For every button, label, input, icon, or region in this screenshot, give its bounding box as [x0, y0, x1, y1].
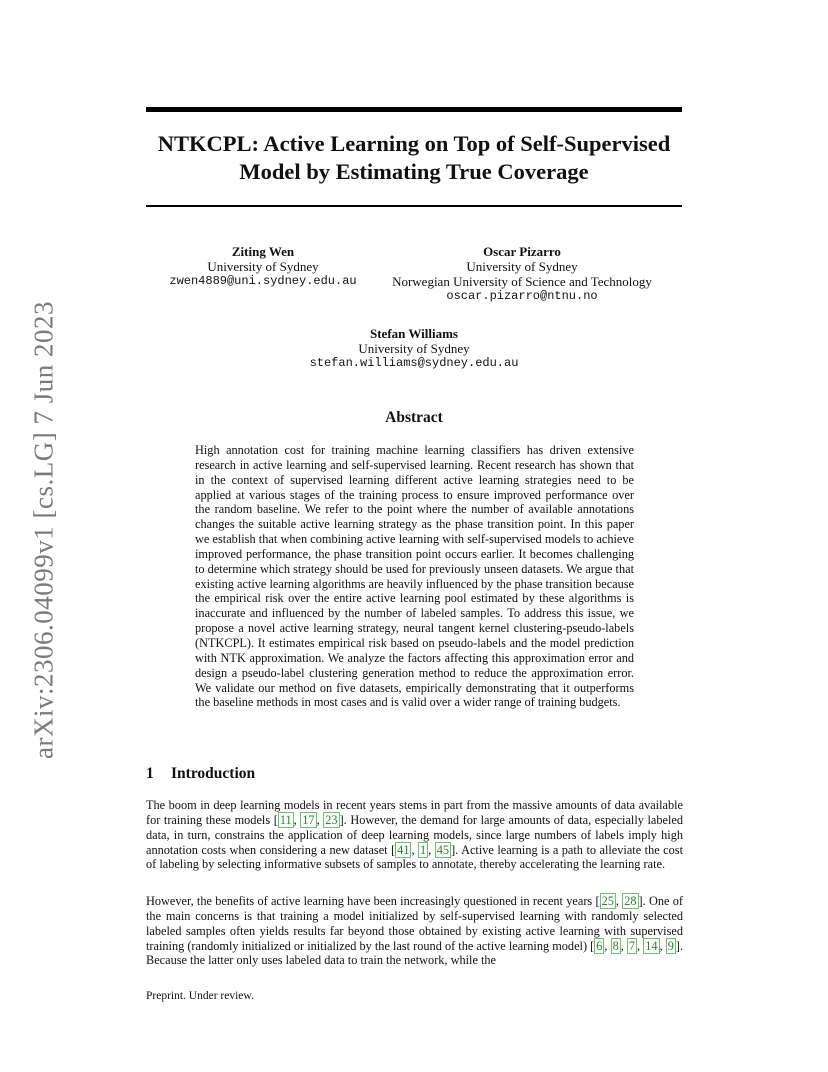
citation-link[interactable]: 14	[645, 938, 658, 953]
para-text: ]. Because the latter only uses labeled data to train the network, while the	[146, 938, 684, 968]
para-text: ]. One of the main concerns is that training a model initialized by self-supervised learning with randomly selected labeled samples often yields results far beyond those obtained by existing active learning with supervised training (randomly initialized or initialized by the last round of the active learning model) [	[146, 894, 683, 953]
arxiv-stamp: arXiv:2306.04099v1 [cs.LG] 7 Jun 2023	[28, 301, 59, 759]
title-top-rule	[146, 107, 682, 112]
title-line-2: Model by Estimating True Coverage	[239, 159, 589, 184]
author-affiliation-2: Norwegian University of Science and Technology	[392, 274, 652, 289]
para-text: ]. However, the demand for large amounts of data, especially labeled data, in turn, constrains the application of deep learning models, since large numbers of labels imply high annotation costs when considering a new dataset [	[146, 812, 683, 857]
abstract-heading: Abstract	[385, 409, 443, 426]
citation-link[interactable]: 9	[667, 938, 674, 953]
intro-paragraph-1: The boom in deep learning models in recent years stems in part from the massive amounts of data available for training these models [ 11 , 17 , 23 ]. However, the demand for large amounts of data, especially labeled data, in turn, constrains the application of deep learning models, since large numbers of labels imply high annotation costs when considering a new dataset [ 41 , 1 , 45 ]. Active learning is a path to alleviate the cost of labeling by selecting informative subsets of samples to annotate, thereby accelerating the learning rate.	[146, 798, 683, 872]
citation-link[interactable]: 28	[624, 894, 637, 908]
citation-link[interactable]: 23	[325, 812, 338, 827]
citation-link[interactable]: 6	[596, 938, 603, 953]
title-line-1: NTKCPL: Active Learning on Top of Self-Supervised	[157, 131, 671, 156]
section-heading	[146, 764, 255, 784]
para-text: However, the benefits of active learning have been increasingly questioned in recent years [	[146, 894, 600, 908]
citation-link[interactable]: 8	[612, 938, 619, 953]
author-block-3	[264, 326, 564, 371]
citation-link[interactable]: 45	[436, 842, 450, 857]
author-email: oscar.pizarro@ntnu.no	[446, 289, 598, 303]
author-affiliation: University of Sydney	[207, 259, 319, 274]
footer-note: Preprint. Under review.	[146, 990, 254, 1002]
author-name: Oscar Pizarro	[483, 244, 561, 259]
author-affiliation: University of Sydney	[466, 259, 578, 274]
title-bottom-rule	[146, 205, 682, 207]
citation-link[interactable]: 17	[302, 812, 315, 827]
citation-link[interactable]: 7	[628, 938, 636, 953]
author-name: Ziting Wen	[231, 244, 295, 259]
section-number: 1	[146, 765, 154, 782]
citation-link[interactable]: 11	[279, 812, 292, 827]
citation-link[interactable]: 1	[420, 842, 427, 857]
author-email: stefan.williams@sydney.edu.au	[309, 356, 519, 370]
abstract-text: High annotation cost for training machine learning classifiers has driven extensive research in active learning and self-supervised learning. Recent research has shown that in the context of supervised learning different active learning strategies need to be applied at various stages of the training process to ensure improved performance over the random baseline. We refer to the point where the number of available annotations changes the suitable active learning strategy as the phase transition point. In this paper we establish that when combining active learning with self-supervised models to achieve improved performance, the phase transition point occurs earlier. It becomes challenging to determine which strategy should be used for previously unseen datasets. We argue that existing active learning algorithms are heavily influenced by the phase transition because the empirical risk over the entire active learning pool estimated by these algorithms is inaccurate and influenced by the number of labeled samples. To address this issue, we propose a novel active learning strategy, neural tangent kernel clustering-pseudo-labels (NTKCPL). It estimates empirical risk based on pseudo-labels and the model prediction with NTK approximation. We analyze the factors affecting this approximation error and design a pseudo-label clustering generation method to reduce the approximation error. We validate our method on five datasets, empirically demonstrating that it outperforms the baseline methods in most cases and is valid over a wider range of training budgets.	[195, 443, 634, 710]
paper-title	[146, 130, 682, 186]
author-affiliation: University of Sydney	[358, 341, 470, 356]
para-text: The boom in deep learning models in recent years stems in part from the massive amounts of data available for training these models [	[146, 798, 683, 827]
author-block-1	[150, 244, 376, 289]
para-text: ]. Active learning is a path to alleviate the cost of labeling by selecting informative subsets of samples to annotate, thereby accelerating the learning rate.	[146, 842, 683, 872]
citation-link[interactable]: 25	[601, 894, 614, 908]
intro-paragraph-2: However, the benefits of active learning have been increasingly questioned in recent years [ 25 , 28 ]. One of the main concerns is that training a model initialized by self-supervised learning with randomly selected labeled samples often yields results far beyond those obtained by existing active learning with supervised training (randomly initialized or initialized by the last round of the active learning model) [ 6 , 8 , 7 , 14 , 9 ]. Because the latter only uses labeled data to train the network, while the	[146, 894, 684, 968]
author-block-2	[382, 244, 662, 304]
author-name: Stefan Williams	[369, 326, 458, 341]
citation-link[interactable]: 41	[397, 842, 410, 857]
section-title: Introduction	[171, 765, 256, 782]
author-email: zwen4889@uni.sydney.edu.au	[169, 274, 357, 288]
